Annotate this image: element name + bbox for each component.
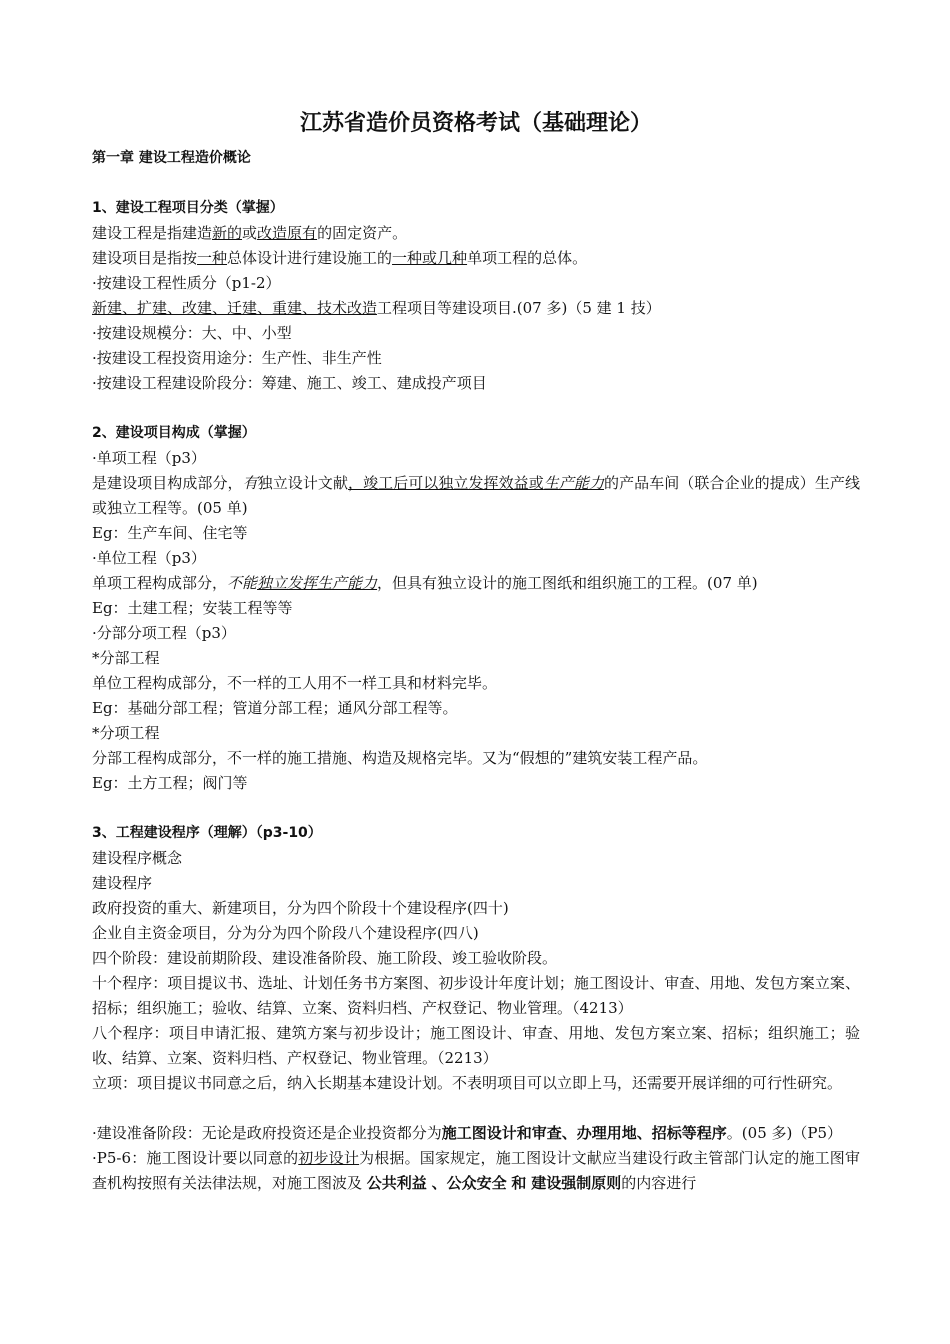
bullet-item: ·按建设工程性质分（p1-2）	[92, 274, 281, 292]
bullet-item: ·按建设工程建设阶段分：筹建、施工、竣工、建成投产项目	[92, 374, 487, 392]
sub-heading: *分部工程	[92, 649, 160, 667]
document-body	[92, 146, 860, 1196]
paragraph: 单项工程构成部分，不能独立发挥生产能力，但具有独立设计的施工图纸和组织施工的工程。(07 单)	[92, 574, 758, 592]
bullet-item: ·分部分项工程（p3）	[92, 624, 236, 642]
example-line: Eg：土建工程；安装工程等等	[92, 599, 293, 617]
paragraph: 单位工程构成部分，不一样的工人用不一样工具和材料完毕。	[92, 674, 498, 692]
spacer	[92, 171, 860, 196]
paragraph: 企业自主资金项目，分为分为四个阶段八个建设程序(四八)	[92, 924, 479, 942]
paragraph: 政府投资的重大、新建项目，分为四个阶段十个建设程序(四十)	[92, 899, 509, 917]
section-3-heading: 3、工程建设程序（理解）（p3-10）	[92, 825, 322, 841]
paragraph: 分部工程构成部分，不一样的施工措施、构造及规格完毕。又为“假想的”建筑安装工程产品。	[92, 749, 708, 767]
paragraph: ·P5-6：施工图设计要以同意的初步设计为根据。国家规定，施工图设计文献应当建设行政主管部门认定的施工图审查机构按照有关法律法规，对施工图波及 公共利益 、公众安全 和 建设强制原则的内容进行	[92, 1149, 860, 1192]
spacer	[92, 1096, 860, 1121]
paragraph: 建设程序	[92, 874, 153, 892]
paragraph: 建设程序概念	[92, 849, 183, 867]
section-2-heading: 2、建设项目构成（掌握）	[92, 425, 256, 441]
example-line: Eg：土方工程；阀门等	[92, 774, 248, 792]
chapter-heading: 第一章 建设工程造价概论	[92, 150, 251, 166]
spacer	[92, 796, 860, 821]
paragraph: 新建、扩建、改建、迁建、重建、技术改造工程项目等建设项目.(07 多)（5 建 1 技）	[92, 299, 661, 317]
bullet-item: ·按建设规模分：大、中、小型	[92, 324, 292, 342]
paragraph: ·建设准备阶段：无论是政府投资还是企业投资都分为施工图设计和审查、办理用地、招标等程序。(05 多)（P5）	[92, 1124, 842, 1142]
bullet-item: ·按建设工程投资用途分：生产性、非生产性	[92, 349, 382, 367]
bullet-item: ·单项工程（p3）	[92, 449, 206, 467]
example-line: Eg：生产车间、住宅等	[92, 524, 248, 542]
spacer	[92, 396, 860, 421]
paragraph: 立项：项目提议书同意之后，纳入长期基本建设计划。不表明项目可以立即上马，还需要开展详细的可行性研究。	[92, 1074, 843, 1092]
paragraph: 十个程序：项目提议书、选址、计划任务书方案图、初步设计年度计划；施工图设计、审查、用地、发包方案立案、招标；组织施工；验收、结算、立案、资料归档、产权登记、物业管理。（4213）	[92, 974, 860, 1017]
example-line: Eg：基础分部工程；管道分部工程；通风分部工程等。	[92, 699, 458, 717]
document-title: 江苏省造价员资格考试（基础理论）	[299, 111, 652, 136]
section-1-heading: 1、建设工程项目分类（掌握）	[92, 200, 284, 216]
sub-heading: *分项工程	[92, 724, 160, 742]
paragraph: 四个阶段：建设前期阶段、建设准备阶段、施工阶段、竣工验收阶段。	[92, 949, 558, 967]
paragraph: 建设工程是指建造新的或改造原有的固定资产。	[92, 224, 408, 242]
paragraph: 建设项目是指按一种总体设计进行建设施工的一种或几种单项工程的总体。	[92, 249, 588, 267]
bullet-item: ·单位工程（p3）	[92, 549, 206, 567]
paragraph: 是建设项目构成部分，有独立设计文献，竣工后可以独立发挥效益或生产能力的产品车间（联合企业的提成）生产线或独立工程等。(05 单)	[92, 474, 860, 517]
paragraph: 八个程序：项目申请汇报、建筑方案与初步设计；施工图设计、审查、用地、发包方案立案、招标；组织施工；验收、结算、立案、资料归档、产权登记、物业管理。（2213）	[92, 1024, 860, 1067]
